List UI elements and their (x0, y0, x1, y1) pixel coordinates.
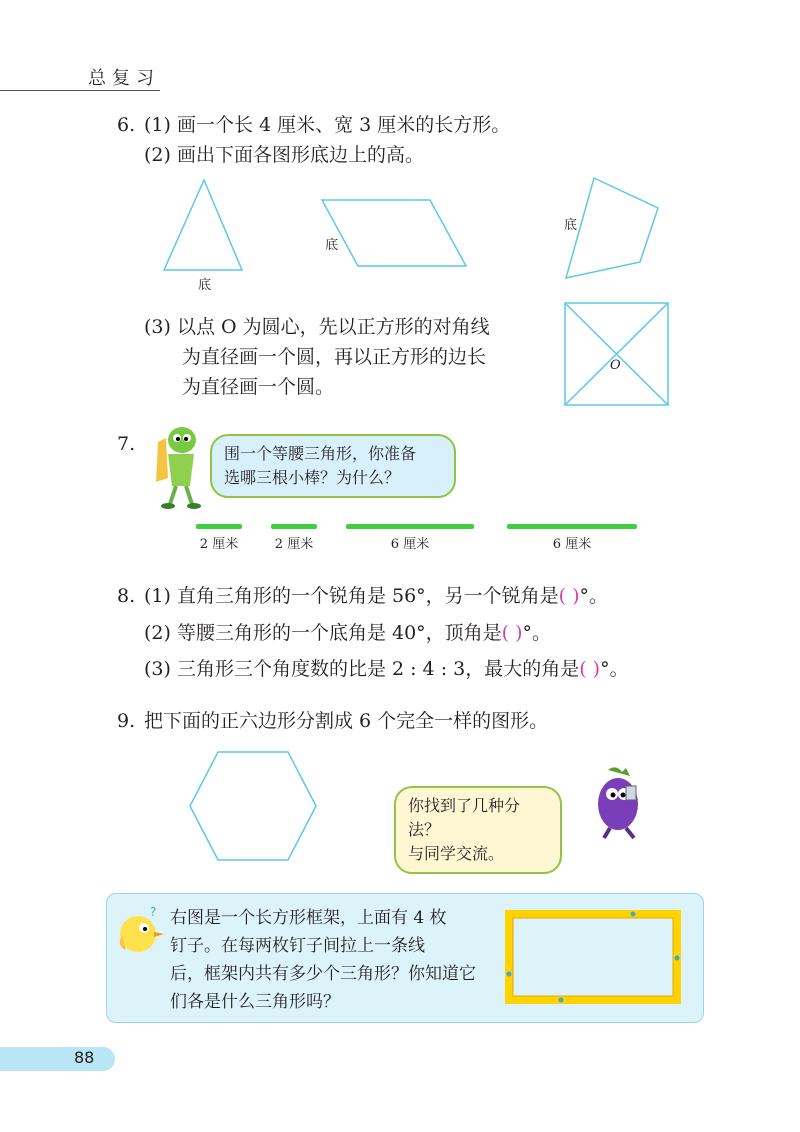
stick-4 (507, 524, 637, 529)
parallelogram-figure (318, 196, 470, 270)
bird-character-icon (114, 906, 166, 956)
q9-bubble-line1: 你找到了几种分法？ (408, 796, 521, 839)
tip-line2: 钉子。在每两枚钉子间拉上一条线 (170, 936, 425, 956)
pencil-character-icon (146, 418, 206, 510)
q7-bubble-line1: 围一个等腰三角形，你准备 (224, 444, 417, 463)
stick-3 (346, 524, 474, 529)
hexagon-figure (186, 748, 320, 864)
q8-line2-text: (2) 等腰三角形的一个底角是 40°，顶角是 (144, 622, 502, 644)
stick-2 (271, 524, 317, 529)
q8-line3-unit: °。 (600, 658, 629, 680)
tip-line4: 们各是什么三角形吗？ (170, 992, 340, 1012)
q6-part1: (1) 画一个长 4 厘米、宽 3 厘米的长方形。 (144, 114, 511, 136)
svg-text:?: ? (150, 905, 157, 919)
answer-blank-2[interactable]: ( ) (501, 622, 523, 644)
center-point-label: O (610, 358, 621, 373)
q8-line2 (144, 621, 551, 645)
q9-text: 把下面的正六边形分割成 6 个完全一样的图形。 (144, 710, 549, 732)
q6-part3-line2: 为直径画一个圆，再以正方形的边长 (182, 346, 487, 368)
stick-3-label: 6 厘米 (390, 537, 430, 552)
tip-line3: 后，框架内共有多少个三角形？你知道它 (170, 964, 476, 984)
q6-number: 6. (117, 114, 136, 136)
stick-1 (196, 524, 242, 529)
page-number: 88 (74, 1048, 95, 1067)
eggplant-character-icon (586, 764, 650, 842)
q9-number: 9. (117, 710, 136, 732)
q9-speech-bubble (394, 786, 562, 874)
q7-number: 7. (117, 433, 136, 455)
section-header: 总复习 (88, 68, 160, 89)
stick-1-label: 2 厘米 (199, 537, 239, 552)
q6-part3-line3: 为直径画一个圆。 (182, 376, 335, 398)
q7-speech-bubble (210, 434, 456, 498)
answer-blank-3[interactable]: ( ) (579, 658, 601, 680)
q6-part2: (2) 画出下面各图形底边上的高。 (144, 144, 424, 166)
rectangle-frame-figure (505, 910, 681, 1004)
triangle-figure (160, 178, 250, 274)
q8-line3-text: (3) 三角形三个角度数的比是 2 : 4 : 3，最大的角是 (144, 658, 580, 680)
q6-part3-line1: (3) 以点 O 为圆心，先以正方形的对角线 (144, 316, 490, 338)
answer-blank-1[interactable]: ( ) (558, 585, 580, 607)
q8-line2-unit: °。 (522, 622, 552, 644)
q8-line1-text: (1) 直角三角形的一个锐角是 56°，另一个锐角是 (144, 585, 559, 607)
q7-bubble-line2: 选哪三根小棒？为什么？ (224, 468, 401, 487)
base-label-triangle: 底 (198, 278, 212, 293)
q8-number: 8. (117, 585, 136, 607)
header-rule (0, 90, 160, 91)
base-label-parallelogram: 底 (325, 238, 339, 253)
page-number-tab (0, 1047, 115, 1071)
stick-2-label: 2 厘米 (274, 537, 314, 552)
tip-line1: 右图是一个长方形框架，上面有 4 枚 (170, 908, 447, 928)
q8-line1-unit: °。 (579, 585, 609, 607)
q9-bubble-line2: 与同学交流。 (408, 844, 505, 863)
tip-text (170, 904, 485, 1016)
base-label-quadrilateral: 底 (564, 218, 578, 233)
q8-line1 (144, 584, 608, 608)
square-figure (564, 302, 670, 406)
q8-line3 (144, 657, 629, 681)
stick-4-label: 6 厘米 (552, 537, 592, 552)
